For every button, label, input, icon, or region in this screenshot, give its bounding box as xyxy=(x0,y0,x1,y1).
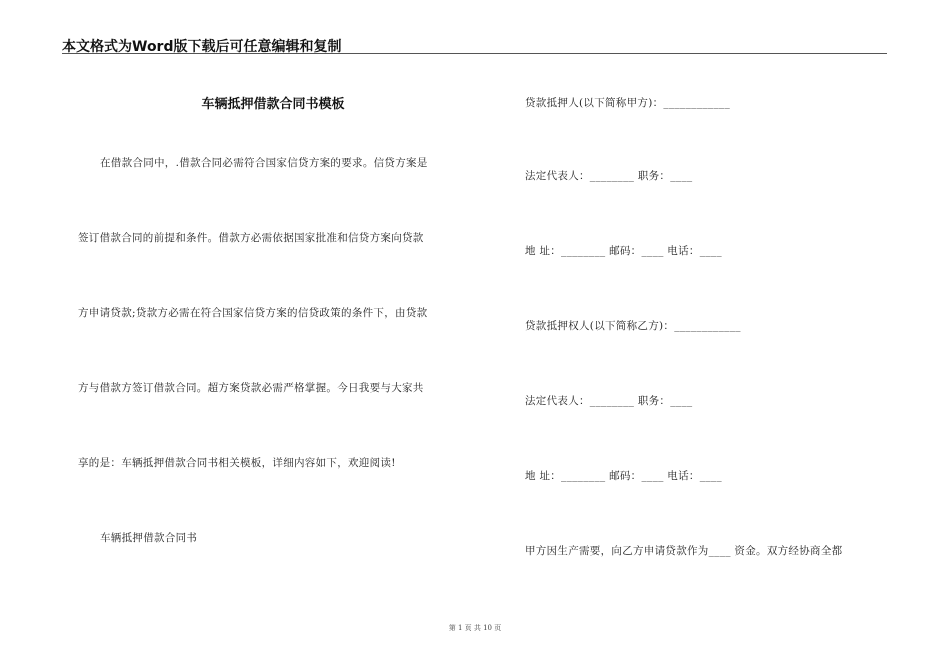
representative-field: 法定代表人：________ 职务：____ xyxy=(525,170,693,182)
paragraph-line: 方申请贷款;贷款方必需在符合国家信贷方案的信贷政策的条件下，由贷款 xyxy=(78,307,428,319)
mortgagor-field: 贷款抵押人(以下简称甲方)：____________ xyxy=(525,97,730,109)
address-field: 地 址：________ 邮码：____ 电话：____ xyxy=(525,470,722,482)
paragraph-line: 甲方因生产需要，向乙方申请贷款作为____ 资金。双方经协商全都 xyxy=(525,545,843,557)
paragraph-line: 方与借款方签订借款合同。超方案贷款必需严格掌握。今日我要与大家共 xyxy=(78,382,424,394)
document-header: 本文格式为Word版下载后可任意编辑和复制 xyxy=(62,39,342,55)
address-field: 地 址：________ 邮码：____ 电话：____ xyxy=(525,245,722,257)
paragraph-line: 享的是：车辆抵押借款合同书相关模板，详细内容如下，欢迎阅读! xyxy=(78,457,396,469)
page-number: 第 1 页 共 10 页 xyxy=(448,624,502,632)
header-divider xyxy=(62,53,887,54)
document-title: 车辆抵押借款合同书模板 xyxy=(201,97,345,112)
mortgagee-field: 贷款抵押权人(以下简称乙方)：____________ xyxy=(525,320,741,332)
representative-field: 法定代表人：________ 职务：____ xyxy=(525,395,693,407)
paragraph-line: 在借款合同中，.借款合同必需符合国家信贷方案的要求。信贷方案是 xyxy=(100,157,428,169)
section-heading: 车辆抵押借款合同书 xyxy=(100,532,198,544)
paragraph-line: 签订借款合同的前提和条件。借款方必需依据国家批准和信贷方案向贷款 xyxy=(78,232,424,244)
